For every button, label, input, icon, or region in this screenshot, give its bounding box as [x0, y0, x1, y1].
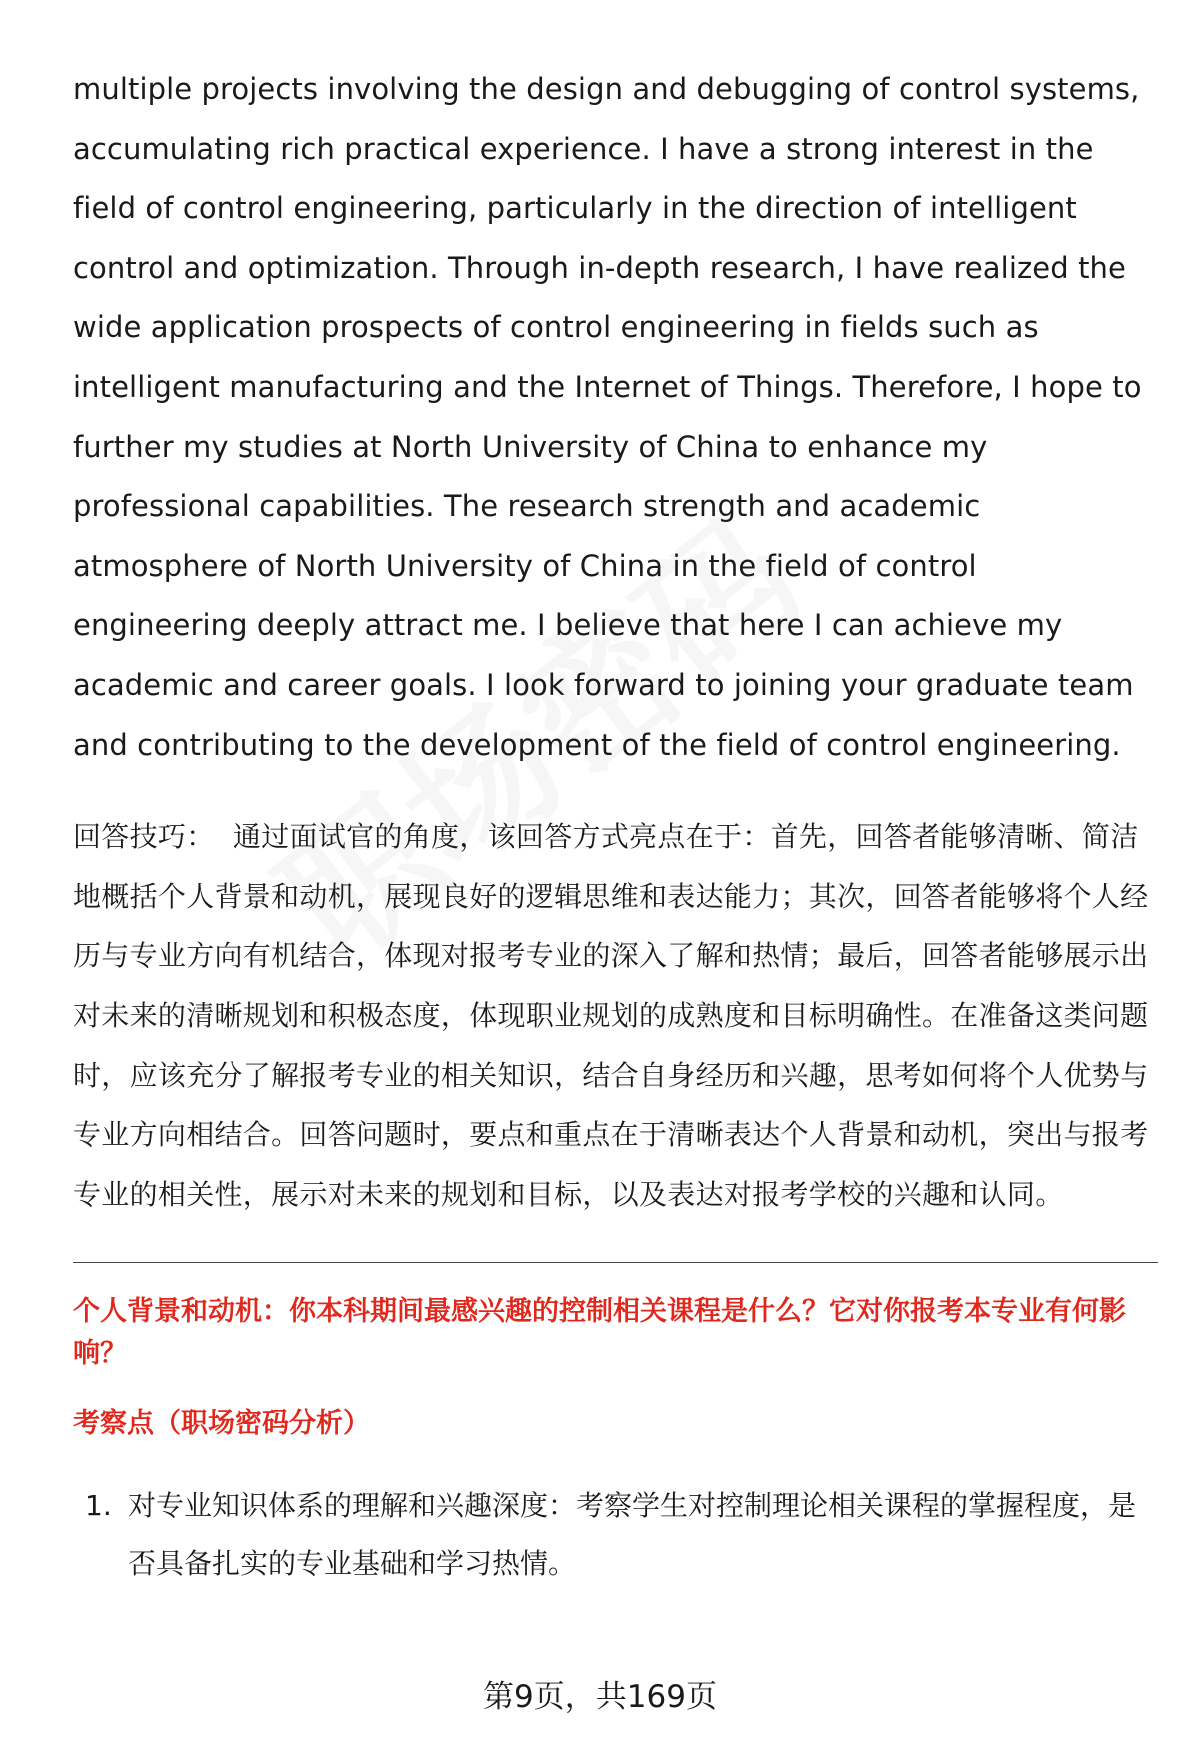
section-divider	[73, 1262, 1158, 1263]
answer-english-paragraph: multiple projects involving the design and debugging of control systems, accumulating rich practical experience. I have a strong interest in the field of control engineering, particularly in the direction of intelligent control and optimization. Through in-depth research, I have realized the wide application prospects of control engineering in fields such as intelligent manufacturing and the Internet of Things. Therefore, I hope to further my studies at North University of China to enhance my professional capabilities. The research strength and academic atmosphere of North University of China in the field of control engineering deeply attract me. I believe that here I can achieve my academic and career goals. I look forward to joining your graduate team and contributing to the development of the field of control engineering.	[73, 72, 1142, 762]
tips-label: 回答技巧：	[73, 820, 215, 854]
assessment-points-list	[73, 1477, 1158, 1593]
document-page	[73, 60, 1158, 1593]
tips-text: 通过面试官的角度，该回答方式亮点在于：首先，回答者能够清晰、简洁地概括个人背景和动机，展现良好的逻辑思维和表达能力；其次，回答者能够将个人经历与专业方向有机结合，体现对报考专业的深入了解和热情；最后，回答者能够展示出对未来的清晰规划和积极态度，体现职业规划的成熟度和目标明确性。在准备这类问题时，应该充分了解报考专业的相关知识，结合自身经历和兴趣，思考如何将个人优势与专业方向相结合。回答问题时，要点和重点在于清晰表达个人背景和动机，突出与报考专业的相关性，展示对未来的规划和目标，以及表达对报考学校的兴趣和认同。	[73, 820, 1149, 1211]
page-number-footer: 第9页，共169页	[483, 1679, 717, 1715]
question-heading: 个人背景和动机：你本科期间最感兴趣的控制相关课程是什么？它对你报考本专业有何影响？	[73, 1296, 1126, 1370]
assessment-points-title: 考察点（职场密码分析）	[73, 1408, 370, 1440]
list-item	[73, 1477, 1158, 1593]
list-item-number: 1.	[85, 1489, 112, 1523]
list-item-text: 对专业知识体系的理解和兴趣深度：考察学生对控制理论相关课程的掌握程度，是否具备扎实的专业基础和学习热情。	[128, 1489, 1137, 1581]
answer-tips-paragraph	[73, 807, 1158, 1224]
